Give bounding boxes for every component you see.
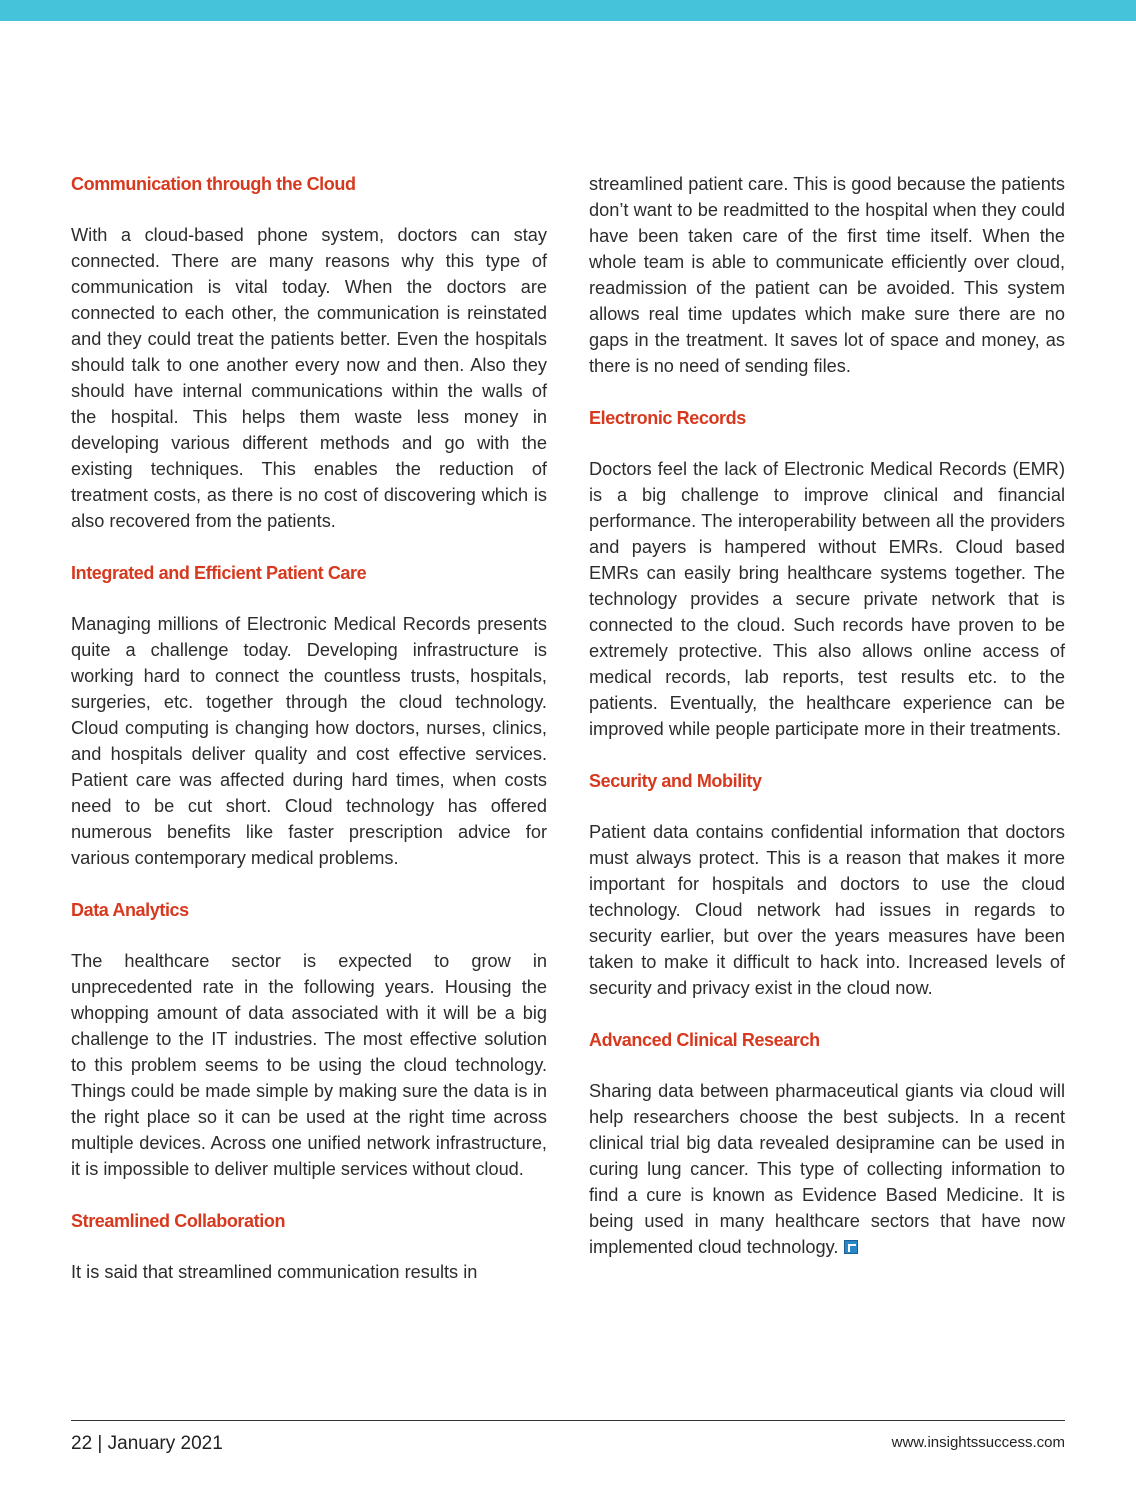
section-heading-electronic-records: Electronic Records (589, 408, 746, 428)
section-heading-security: Security and Mobility (589, 771, 762, 791)
top-accent-bar (0, 0, 1136, 21)
section-body-communication: With a cloud-based phone system, doctors can stay connected. There are many reasons why this type of communication is vital today. When the doctors are connected to each other, the communication is reinstated and they could treat the patients better. Even the hospitals should talk to one another every now and then. Also they should have internal communications within the walls of the hospital. This helps them waste less money in developing various different methods and go with the existing techniques. This enables the reduction of treatment costs, as there is no cost of discovering which is also recovered from the patients. (71, 225, 547, 531)
left-column (71, 171, 547, 1311)
right-column (589, 171, 1065, 1286)
section-heading-patient-care: Integrated and Efficient Patient Care (71, 563, 367, 583)
section-heading-collaboration: Streamlined Collaboration (71, 1211, 286, 1231)
section-body-patient-care: Managing millions of Electronic Medical Records presents quite a challenge today. Developing infrastructure is working hard to connect the countless trusts, hospitals, surgeries, etc. together through the cloud technology. Cloud computing is changing how doctors, nurses, clinics, and hospitals deliver quality and cost effective services. Patient care was affected during hard times, when costs need to be cut short. Cloud technology has offered numerous benefits like faster prescription advice for various contemporary medical problems. (71, 614, 547, 868)
footer-divider (71, 1420, 1065, 1421)
section-body-clinical-research-wrapper (589, 1078, 1065, 1260)
section-body-clinical-research: Sharing data between pharmaceutical giants via cloud will help researchers choose the best subjects. In a recent clinical trial big data revealed desipramine can be used in curing lung cancer. This type of collecting information to find a cure is known as Evidence Based Medicine. It is being used in many healthcare sectors that have now implemented cloud technology. (589, 1081, 1065, 1257)
section-body-security: Patient data contains confidential information that doctors must always protect. This is a reason that makes it more important for hospitals and doctors to use the cloud technology. Cloud network had issues in regards to security earlier, but over the years measures have been taken to make it difficult to hack into. Increased levels of security and privacy exist in the cloud now. (589, 822, 1065, 998)
footer-page-date: 22 | January 2021 (71, 1433, 223, 1454)
section-body-collaboration: It is said that streamlined communication results in (71, 1262, 478, 1282)
article-end-icon (844, 1240, 858, 1254)
section-heading-communication: Communication through the Cloud (71, 174, 356, 194)
section-body-electronic-records: Doctors feel the lack of Electronic Medical Records (EMR) is a big challenge to improve clinical and financial performance. The interoperability between all the providers and payers is hampered without EMRs. Cloud based EMRs can easily bring healthcare systems together. The technology provides a secure private network that is connected to the cloud. Such records have proven to be extremely protective. This also allows online access of medical records, lab reports, test results etc. to the patients. Eventually, the healthcare experience can be improved while people participate more in their treatments. (589, 459, 1065, 739)
section-body-data-analytics: The healthcare sector is expected to grow in unprecedented rate in the following years. Housing the whopping amount of data associated with it will be a big challenge to the IT industries. The most effective solution to this problem seems to be using the cloud technology. Things could be made simple by making sure the data is in the right place so it can be used at the right time across multiple devices. Across one unified network infrastructure, it is impossible to deliver multiple services without cloud. (71, 951, 547, 1179)
section-heading-clinical-research: Advanced Clinical Research (589, 1030, 820, 1050)
footer-website-link[interactable]: www.insightssuccess.com (891, 1434, 1065, 1451)
section-heading-data-analytics: Data Analytics (71, 900, 189, 920)
collaboration-continued-text: streamlined patient care. This is good because the patients don’t want to be readmitted to the hospital when they could have been taken care of the first time itself. When the whole team is able to communicate efficiently over cloud, readmission of the patient can be avoided. This system allows real time updates which make sure there are no gaps in the treatment. It saves lot of space and money, as there is no need of sending files. (589, 174, 1065, 376)
